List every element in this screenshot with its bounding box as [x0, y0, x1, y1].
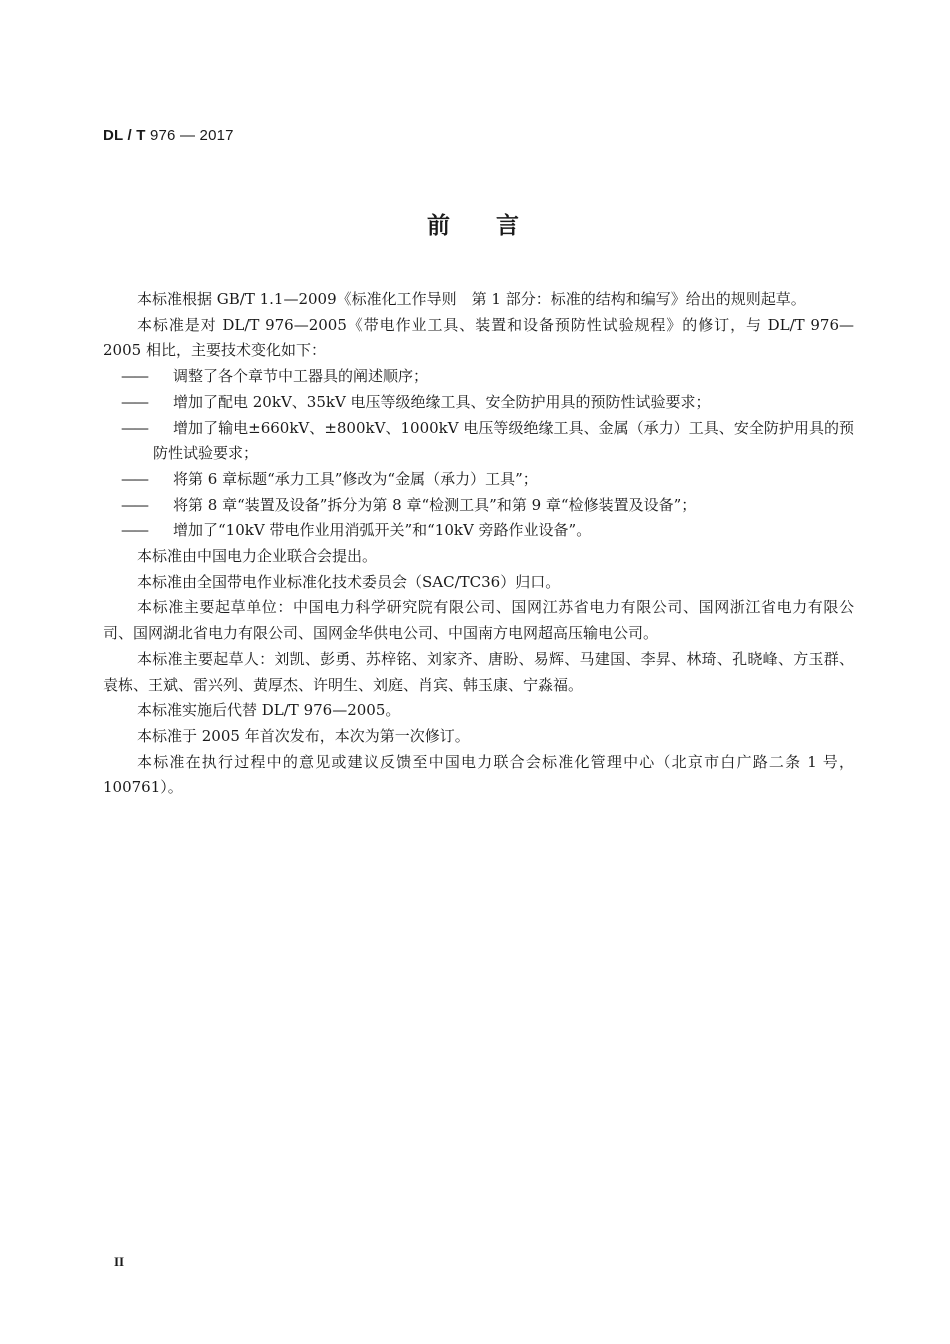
list-item-change: [119, 493, 854, 519]
list-item-text: 调整了各个章节中工器具的阐述顺序；: [173, 367, 429, 386]
list-item-change: [119, 364, 854, 390]
list-item-text: 将第 8 章“装置及设备”拆分为第 8 章“检测工具”和第 9 章“检修装置及设备”；: [173, 495, 697, 514]
paragraph-drafters: 本标准主要起草人：刘凯、彭勇、苏梓铭、刘家齐、唐盼、易辉、马建国、李昇、林琦、孔晓峰、方玉群、袁栋、王斌、雷兴列、黄厚杰、许明生、刘庭、肖宾、韩玉康、宁淼福。: [103, 649, 854, 694]
paragraph-replaces: 本标准实施后代替 DL/T 976—2005。: [137, 701, 401, 720]
list-item-text: 增加了输电±660kV、±800kV、1000kV 电压等级绝缘工具、金属（承力）工具、安全防护用具的预防性试验要求；: [153, 418, 854, 463]
dash-bullet: ——: [121, 392, 147, 411]
dash-bullet: ——: [121, 469, 147, 488]
dash-bullet: ——: [121, 367, 147, 386]
list-item-change: [119, 467, 854, 493]
dash-bullet: ——: [121, 521, 147, 540]
paragraph-drafting-units: 本标准主要起草单位：中国电力科学研究院有限公司、国网江苏省电力有限公司、国网浙江省电力有限公司、国网湖北省电力有限公司、国网金华供电公司、中国南方电网超高压输电公司。: [103, 598, 854, 643]
list-item-text: 增加了配电 20kV、35kV 电压等级绝缘工具、安全防护用具的预防性试验要求；: [173, 392, 711, 411]
page-number: II: [114, 1254, 125, 1269]
document-code-prefix: DL / T: [103, 127, 146, 144]
paragraph-revision-summary: 本标准是对 DL/T 976—2005《带电作业工具、装置和设备预防性试验规程》的修订，与 DL/T 976—2005 相比，主要技术变化如下：: [103, 315, 854, 360]
list-item-change: [119, 390, 854, 416]
dash-bullet: ——: [121, 495, 147, 514]
paragraph-feedback: 本标准在执行过程中的意见或建议反馈至中国电力联合会标准化管理中心（北京市白广路二条 1 号，100761）。: [103, 752, 854, 797]
paragraph-history: 本标准于 2005 年首次发布，本次为第一次修订。: [137, 726, 470, 745]
page-title: 前言: [427, 213, 565, 239]
list-item-text: 增加了“10kV 带电作业用消弧开关”和“10kV 旁路作业设备”。: [173, 521, 592, 540]
list-item-change: [119, 416, 854, 467]
foreword-body: [103, 287, 854, 801]
paragraph-committee: 本标准由全国带电作业标准化技术委员会（SAC/TC36）归口。: [137, 572, 561, 591]
list-item-text: 将第 6 章标题“承力工具”修改为“金属（承力）工具”；: [173, 469, 538, 488]
list-item-change: [119, 518, 854, 544]
paragraph-drafting-rules: 本标准根据 GB/T 1.1—2009《标准化工作导则 第 1 部分：标准的结构和编写》给出的规则起草。: [137, 290, 806, 308]
paragraph-proposer: 本标准由中国电力企业联合会提出。: [137, 547, 378, 566]
dash-bullet: ——: [121, 418, 147, 437]
document-code: [103, 127, 234, 144]
document-code-number: 976 — 2017: [149, 127, 234, 144]
